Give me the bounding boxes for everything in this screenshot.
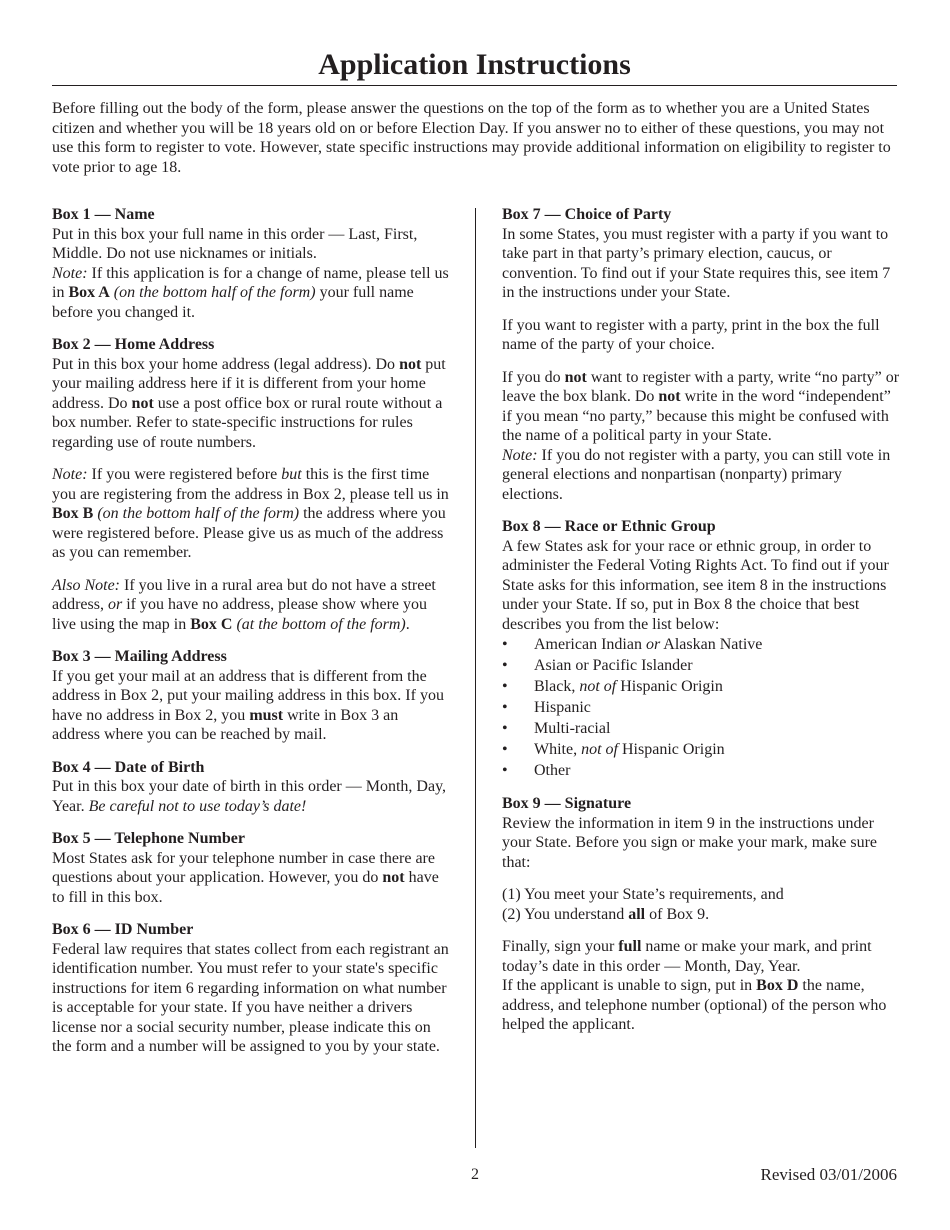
- box4-section: [52, 758, 450, 817]
- box7-no-party-text: If you do not want to register with a party, write “no party” or leave the box blank. Do not write in the word “independent” if you mean “no party,” because this might be confused with the name of a political party in your State.: [502, 368, 900, 444]
- box9-item-2: (2) You understand all of Box 9.: [502, 905, 710, 923]
- box7-note: Note: If you do not register with a party, you can still vote in general elections and nonpartisan (nonparty) primary elections.: [502, 446, 891, 503]
- box2-also-note: Also Note: If you live in a rural area but do not have a street address, or if you have no address, please show where you live using the map in Box C (at the bottom of the form).: [52, 576, 436, 633]
- revision-date: Revised 03/01/2006: [760, 1165, 897, 1184]
- box4-text: Put in this box your date of birth in this order — Month, Day, Year. Be careful not to use today’s date!: [52, 778, 447, 815]
- box1-heading: Box 1 — Name: [52, 206, 155, 223]
- intro-paragraph: Before filling out the body of the form, please answer the questions on the top of the form as to whether you are a United States citizen and whether you will be 18 years old on or before Election Day. If you answer no to either of these questions, you may not use this form to register to vote. However, state specific instructions may provide additional information on eligibility to register to vote prior to age 18.: [52, 100, 891, 176]
- box1-text: Put in this box your full name in this order — Last, First, Middle. Do not use nicknames or initials.: [52, 225, 418, 262]
- box8-text: A few States ask for your race or ethnic group, in order to administer the Federal Voting Rights Act. To find out if your State asks for this information, see item 8 in the instructions under your State. If so, put in Box 8 the choice that best describes you from the list below:: [502, 537, 889, 633]
- box3-section: [52, 647, 450, 745]
- box9-item-1: (1) You meet your State’s requirements, and: [502, 886, 784, 903]
- box8-section: [502, 517, 900, 781]
- box2-text: Put in this box your home address (legal address). Do not put your mailing address here if it is different from your home address. Do not use a post office box or rural route without a box number. Refer to state-specific instructions for rules regarding use of route numbers.: [52, 355, 446, 451]
- box7-text: In some States, you must register with a party if you want to take part in that party’s primary election, caucus, or convention. To find out if your State requires this, see item 7 in the instructions under your State.: [502, 225, 891, 301]
- list-item: • Other: [502, 760, 900, 781]
- box1-section: [52, 205, 450, 322]
- list-item: • American Indian or Alaskan Native: [502, 634, 900, 655]
- left-column: [52, 205, 450, 1070]
- list-item: • Multi-racial: [502, 718, 900, 739]
- page-number: 2: [471, 1166, 479, 1183]
- box7-section: [502, 205, 900, 504]
- box2-heading: Box 2 — Home Address: [52, 336, 215, 353]
- box9-heading: Box 9 — Signature: [502, 795, 632, 812]
- box6-section: [52, 920, 450, 1057]
- box2-note: Note: If you were registered before but this is the first time you are registering from the address in Box 2, please tell us in Box B (on the bottom half of the form) the address where you were registered before. Please give us as much of the address as you can remember.: [52, 466, 449, 561]
- page-title: Application Instructions: [318, 48, 631, 81]
- list-item: • White, not of Hispanic Origin: [502, 739, 900, 760]
- box7-party-text: If you want to register with a party, print in the box the full name of the party of your choice.: [502, 316, 880, 353]
- list-item: • Asian or Pacific Islander: [502, 655, 900, 676]
- title-rule: [52, 85, 897, 86]
- box1-note: Note: If this application is for a change of name, please tell us in Box A (on the bottom half of the form) your full name before you changed it.: [52, 264, 449, 321]
- list-item: • Hispanic: [502, 697, 900, 718]
- box9-helper-text: If the applicant is unable to sign, put in Box D the name, address, and telephone number (optional) of the person who helped the applicant.: [502, 977, 887, 1033]
- column-divider: [475, 208, 476, 1148]
- box9-section: [502, 794, 900, 1035]
- race-list: [502, 634, 900, 781]
- box8-heading: Box 8 — Race or Ethnic Group: [502, 518, 716, 535]
- box5-heading: Box 5 — Telephone Number: [52, 830, 245, 847]
- box6-heading: Box 6 — ID Number: [52, 921, 194, 938]
- box5-section: [52, 829, 450, 907]
- list-item: • Black, not of Hispanic Origin: [502, 676, 900, 697]
- box7-heading: Box 7 — Choice of Party: [502, 206, 672, 223]
- box6-text: Federal law requires that states collect from each registrant an identification number. You must refer to your state's specific instructions for item 6 regarding information on what number is acceptable for your state. If you have neither a drivers license nor a social security number, please indicate this on the form and a number will be assigned to you by your state.: [52, 940, 449, 1055]
- box9-text: Review the information in item 9 in the instructions under your State. Before you sign or make your mark, make sure that:: [502, 814, 878, 871]
- right-column: [502, 205, 900, 1048]
- box3-heading: Box 3 — Mailing Address: [52, 648, 227, 665]
- box3-text: If you get your mail at an address that is different from the address in Box 2, put your mailing address in this box. If you have no address in Box 2, you must write in Box 3 an address where you can be reached by mail.: [52, 667, 444, 743]
- box2-section: [52, 335, 450, 634]
- box5-text: Most States ask for your telephone number in case there are questions about your application. However, you do not have to fill in this box.: [52, 849, 439, 906]
- box9-sign-text: Finally, sign your full name or make your mark, and print today’s date in this order — Month, Day, Year.: [502, 938, 872, 975]
- box4-heading: Box 4 — Date of Birth: [52, 758, 205, 776]
